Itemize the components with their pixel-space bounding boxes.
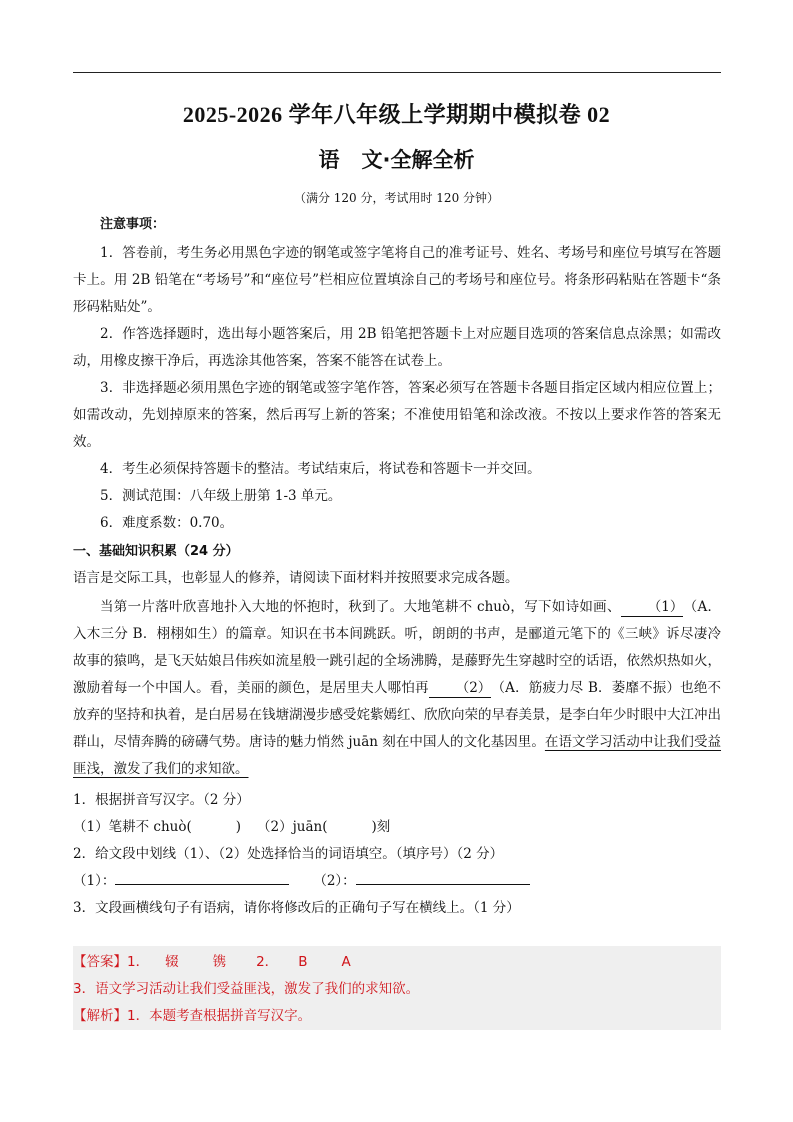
analysis-tag: 【解析】 bbox=[73, 1008, 127, 1024]
note-item: 6．难度系数：0.70。 bbox=[100, 515, 234, 531]
passage-text-c: （A．筋疲力尽 B．萎靡不振）也绝不放弃的坚持和执着，是白居易在钱塘湖漫步感受姹紫嫣红、欣欣向荣的早春美景，是李白年少时眼中大江冲出群山，尽情奔腾的磅礴气势。唐诗的魅力悄然 juān 刻在中国人的文化基因里。 bbox=[73, 680, 722, 750]
answer-line-row-2: 3．语文学习活动让我们受益匪浅，激发了我们的求知欲。 bbox=[73, 981, 420, 997]
q1-part-b: （2）juān( bbox=[257, 819, 328, 835]
note-item: 2．作答选择题时，选出每小题答案后，用 2B 铅笔把答题卡上对应题目选项的答案信息点涂黑；如需改动，用橡皮擦干净后，再选涂其他答案，答案不能答在试卷上。 bbox=[73, 326, 721, 369]
answer-item: A bbox=[341, 954, 351, 970]
q2-part-b: （2）： bbox=[313, 873, 356, 889]
blank-1: （1） bbox=[621, 598, 684, 617]
answer-line-row-1 bbox=[73, 950, 351, 970]
subtitle-right: 文·全解全析 bbox=[361, 148, 475, 172]
blank-2: （2） bbox=[429, 679, 492, 698]
answer-line-2[interactable] bbox=[356, 870, 530, 885]
page-subtitle bbox=[0, 144, 793, 174]
section-heading: 一、基础知识积累（24 分） bbox=[73, 544, 239, 559]
answer-line-1[interactable] bbox=[115, 870, 289, 885]
header-rule bbox=[73, 72, 721, 73]
notes-list bbox=[73, 240, 721, 537]
answer-item: 1． bbox=[127, 954, 150, 970]
page-title: 2025-2026 学年八年级上学期期中模拟卷 02 bbox=[182, 102, 611, 127]
question-1-parts bbox=[73, 815, 390, 835]
underlined-sentence: 在语文学习活动中让我们受益匪浅，激发了我们的求知欲。 bbox=[73, 734, 722, 777]
question-2: 2．给文段中划线（1）、（2）处选择恰当的词语填空。（填序号）（2 分） bbox=[73, 846, 504, 862]
answer-item: B bbox=[298, 954, 308, 970]
q2-part-a: （1）： bbox=[73, 873, 116, 889]
analysis-line bbox=[73, 1004, 311, 1024]
subtitle-left: 语 bbox=[318, 148, 340, 172]
note-item: 1．答卷前，考生务必用黑色字迹的钢笔或签字笔将自己的准考证号、姓名、考场号和座位号填写在答题卡上。用 2B 铅笔在“考场号”和“座位号”栏相应位置填涂自己的考场号和座位号。将条形码粘贴在答题卡“条形码粘贴处”。 bbox=[73, 245, 721, 315]
note-item: 4．考生必须保持答题卡的整洁。考试结束后，将试卷和答题卡一并交回。 bbox=[100, 461, 541, 477]
question-1: 1．根据拼音写汉字。（2 分） bbox=[73, 792, 250, 808]
q1-part-b-end: )刻 bbox=[371, 819, 391, 835]
question-3: 3．文段画横线句子有语病，请你将修改后的正确句子写在横线上。（1 分） bbox=[73, 900, 520, 916]
passage-text-b: （A．入木三分 B．栩栩如生）的篇章。知识在书本间跳跃。听，朗朗的书声，是郦道元笔下的《三峡》诉尽凄冷故事的猿鸣，是飞天姑娘吕伟疾如流星般一跳引起的全场沸腾，是藤野先生穿越时空的话语，依然炽热如火，激励着每一个中国人。看，美丽的颜色，是居里夫人哪怕再 bbox=[73, 599, 721, 696]
passage-text-a: 当第一片落叶欣喜地扑入大地的怀抱时，秋到了。大地笔耕不 chuò，写下如诗如画、 bbox=[100, 599, 621, 615]
question-2-parts bbox=[73, 869, 530, 889]
answer-item: 2． bbox=[256, 954, 279, 970]
note-item: 3．非选择题必须用黑色字迹的钢笔或签字笔作答，答案必须写在答题卡各题目指定区域内相应位置上；如需改动，先划掉原来的答案，然后再写上新的答案；不准使用铅笔和涂改液。不按以上要求作答的答案无效。 bbox=[73, 380, 721, 450]
notes-heading: 注意事项： bbox=[100, 217, 166, 232]
section-prompt: 语言是交际工具，也彰显人的修养，请阅读下面材料并按照要求完成各题。 bbox=[73, 570, 519, 586]
answer-item: 辍 bbox=[165, 954, 179, 970]
reading-passage bbox=[73, 594, 721, 783]
answer-tag: 【答案】 bbox=[73, 954, 127, 970]
q1-part-a-end: ) bbox=[235, 819, 242, 835]
note-item: 5．测试范围：八年级上册第 1-3 单元。 bbox=[100, 488, 342, 504]
answer-item: 镌 bbox=[212, 954, 227, 970]
analysis-text: 1．本题考查根据拼音写汉字。 bbox=[127, 1008, 312, 1024]
q1-part-a: （1）笔耕不 chuò( bbox=[73, 819, 192, 835]
exam-meta: （满分 120 分，考试用时 120 分钟） bbox=[293, 191, 500, 205]
